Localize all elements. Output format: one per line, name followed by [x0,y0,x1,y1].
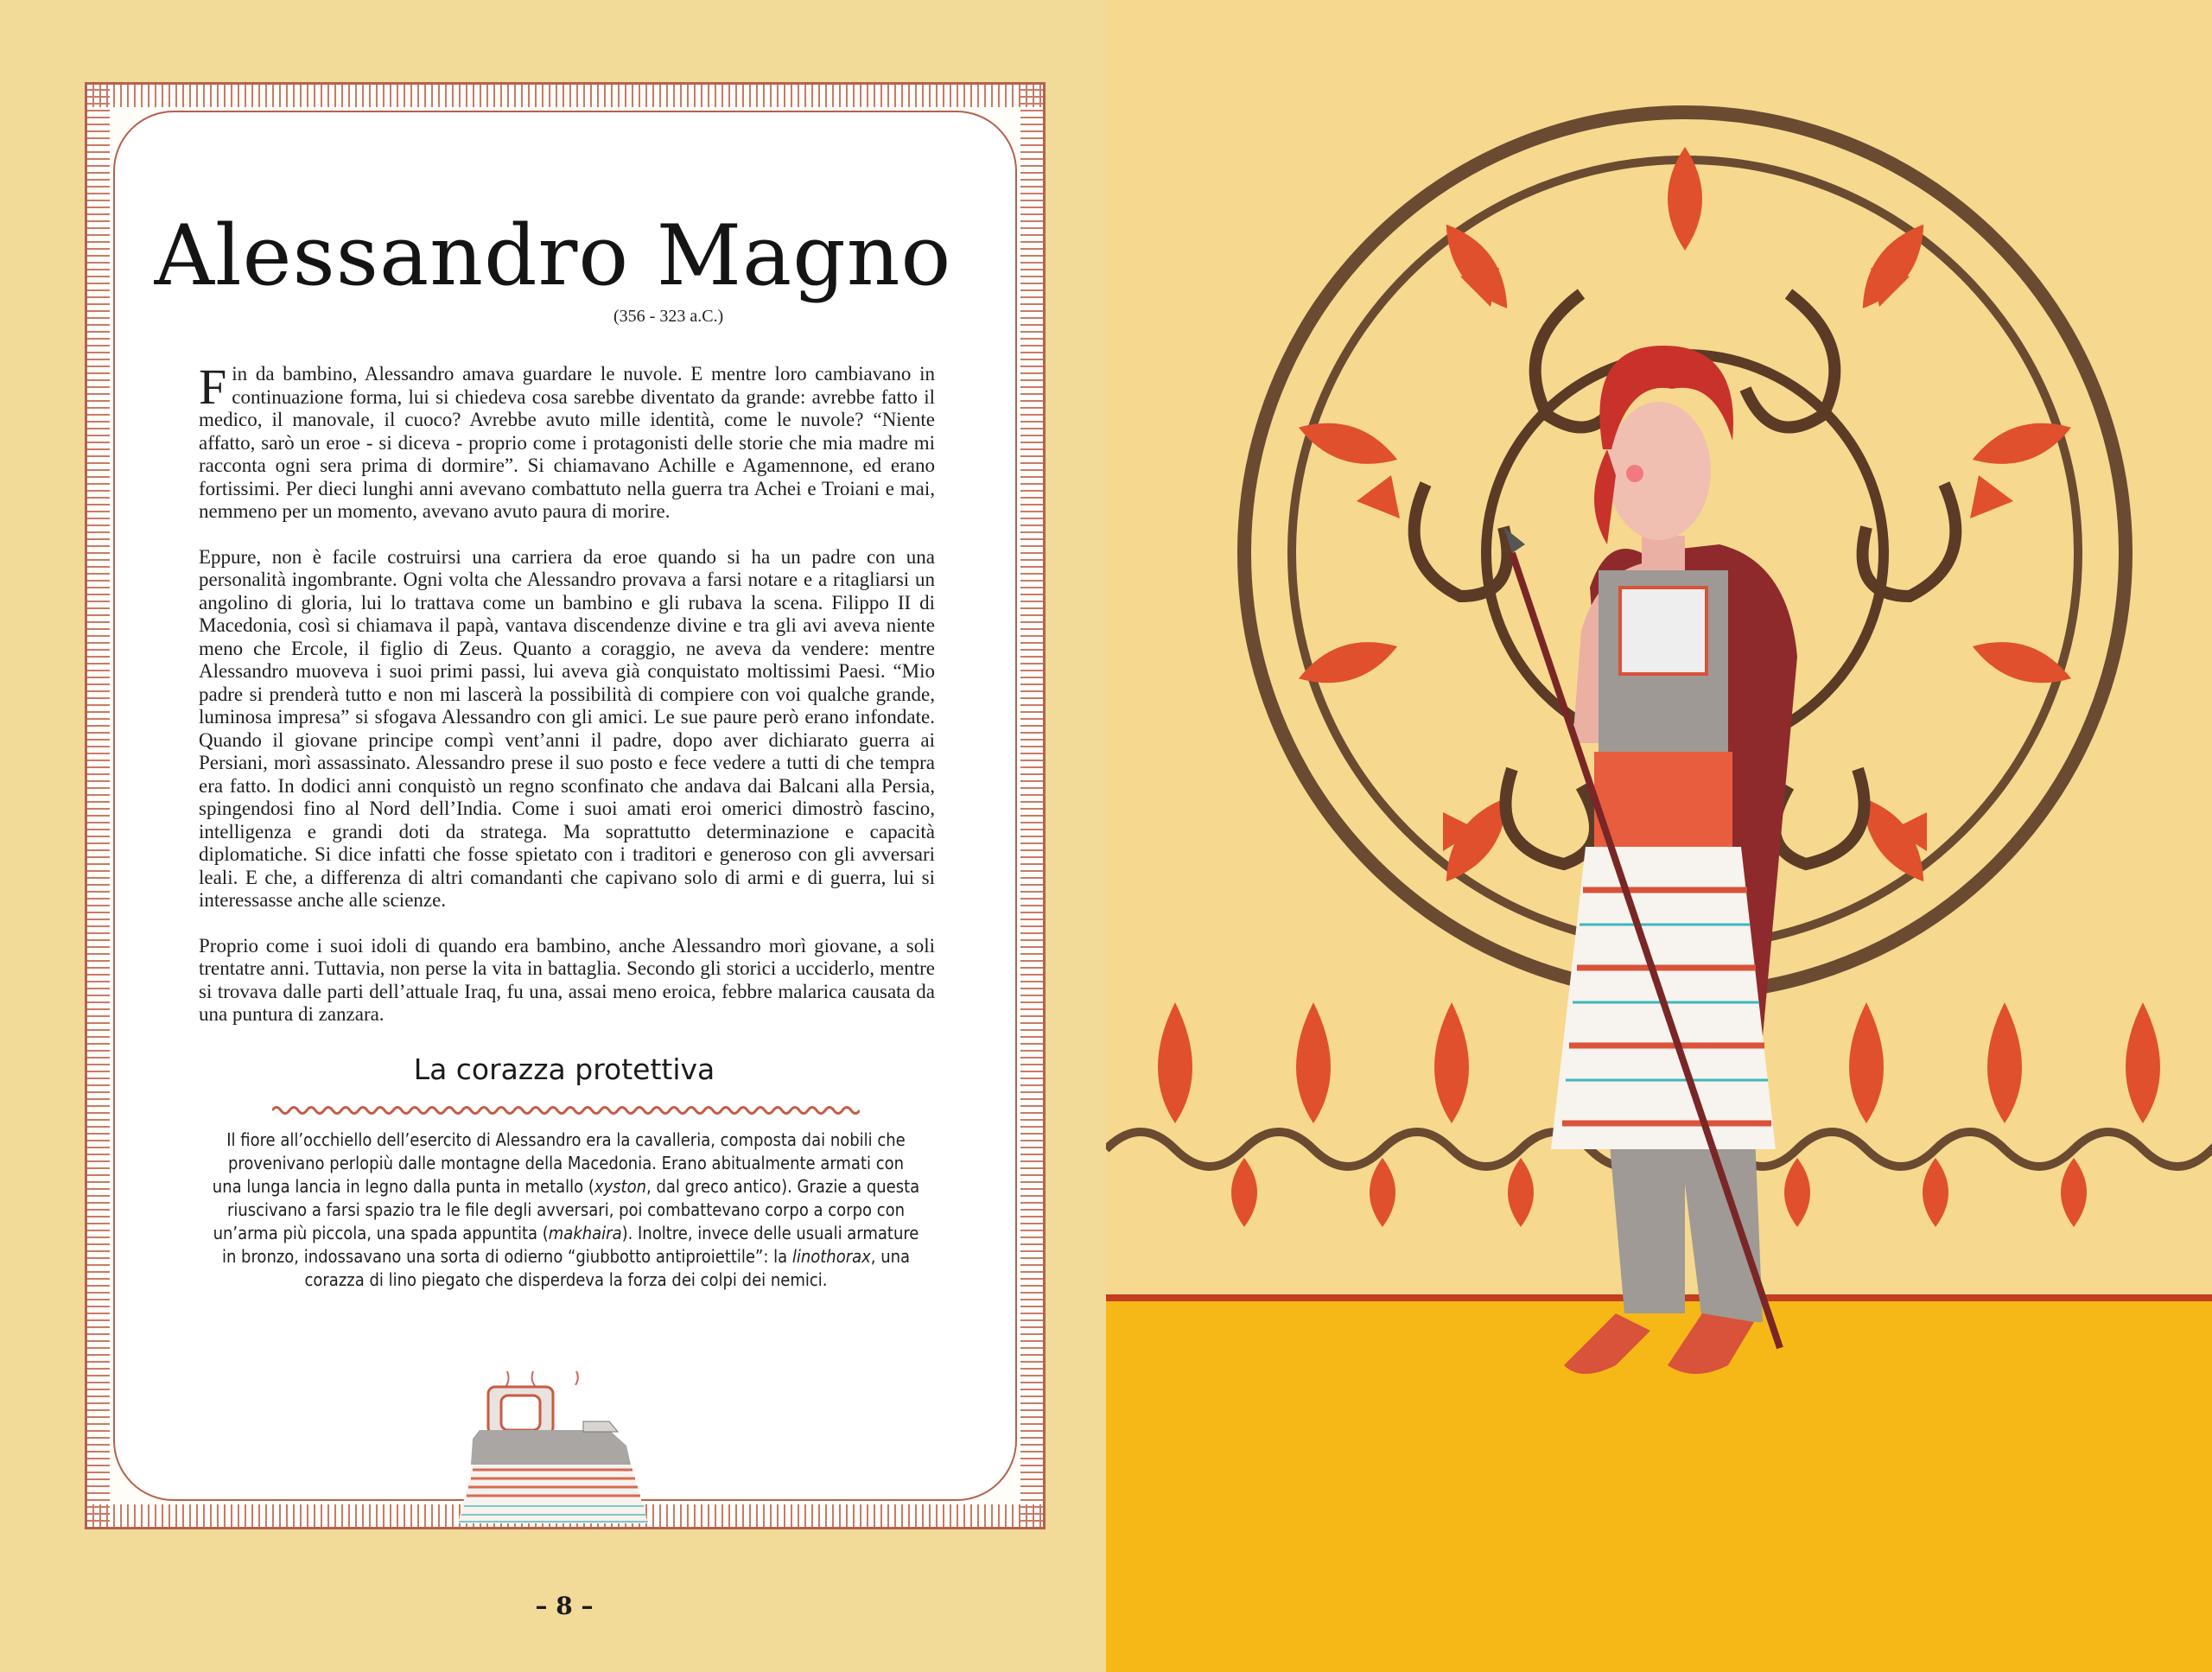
right-page [1106,0,2212,1672]
sidebar-text [212,1128,920,1292]
term-makhaira: makhaira [548,1223,622,1243]
wave-divider [272,1104,860,1116]
page-number: – 8 – [535,1592,594,1620]
floor [1106,1301,2212,1672]
sidebar-text-3: ). Inoltre, invece delle usuali armature in bronzo, indossavano una sorta di odierno “giubbotto antiproiettile”: la [221,1223,919,1267]
linothorax-illustration [454,1370,665,1529]
sidebar-text-2: , dal greco antico). Grazie a questa riuscivano a farsi spazio tra le file degli avversari, poi combattevano corpo a corpo con un’arma più piccola, una spada appuntita ( [213,1176,920,1243]
paragraph-3: Proprio come i suoi idoli di quando era bambino, anche Alessandro morì giovane, a soli trentatre anni. Tuttavia, non perse la vita in battaglia. Secondo gli storici a ucciderlo, mentre si trovava dalle parti dell’attuale Iraq, fu una, assai meno eroica, febbre malarica causata da una puntura di zanzara. [199,934,935,1025]
article-title: Alessandro Magno [154,207,952,304]
paragraph-2: Eppure, non è facile costruirsi una carriera da eroe quando si ha un padre con una personalità ingombrante. Ogni volta che Alessandro provava a farsi notare e a ritagliarsi un angolino di gloria, lui lo trattava come un bambino e gli rubava la scena. Filippo II di Macedonia, così si chiamava il papà, vantava discendenze divine e tra gli avi aveva niente meno che Ercole, il figlio di Zeus. Quanto a coraggio, ne aveva da vendere: mentre Alessandro muoveva i suoi primi passi, lui aveva già conquistato moltissimi Paesi. “Mio padre si prenderà tutto e non mi lascerà la possibilità di compiere con voi qualche grande, luminosa impresa” si sfogava Alessandro con gli amici. Le sue paure però erano infondate. Quando il giovane principe compì vent’anni il padre, dopo aver dichiarato guerra ai Persiani, morì assassinato. Alessandro prese il suo posto e fece vedere a tutti di che tempra era fatto. In dodici anni conquistò un regno sconfinato che andava dai Balcani alla Persia, spingendosi fino al Nord dell’India. Come i suoi amati eroi omerici dimostrò fascino, intelligenza e grandi doti da stratega. Ma soprattutto determinazione e capacità diplomatiche. Si dice infatti che fosse spietato con i traditori e generoso con gli avversari leali. E che, a differenza di altri comandanti che capivano solo di armi e di guerra, lui si interessasse anche alle scienze. [199,545,935,911]
term-xyston: xyston [594,1176,647,1197]
alexander-illustration [1106,0,2212,1672]
article-body [199,359,935,1049]
frame-hatch-top [87,85,1043,107]
sidebar-text-1: Il fiore all’occhiello dell’esercito di Alessandro era la cavalleria, composta dai nobili che provenivano perlopiù dalle montagne della Macedonia. Erano abitualmente armati con una lunga lancia in legno dalla punta in metallo ( [212,1129,906,1197]
term-linothorax: linothorax [791,1246,871,1267]
drop-cap: F [199,359,227,415]
sidebar-text-4: , una corazza di lino piegato che disperdeva la forza dei colpi dei nemici. [304,1246,911,1290]
paragraph-1 [199,359,935,524]
paragraph-1-text: in da bambino, Alessandro amava guardare le nuvole. E mentre loro cambiavano in continuazione forma, lui si chiedeva cosa sarebbe diventato da grande: avrebbe fatto il medico, il manovale, il cuoco? Avrebbe avuto mille identità, come le nuvole? “Niente affatto, sarò un eroe - si diceva - proprio come i protagonisti delle storie che mia madre mi racconta ogni sera prima di dormire”. Si chiamavano Achille e Agamennone, ed erano fortissimi. Per dieci lunghi anni avevano combattuto nella guerra tra Achei e Troiani e mai, nemmeno per un momento, avevano avuto paura di morire. [199,363,935,522]
article-dates: (356 - 323 a.C.) [613,307,724,326]
sidebar-title: La corazza protettiva [413,1052,715,1086]
